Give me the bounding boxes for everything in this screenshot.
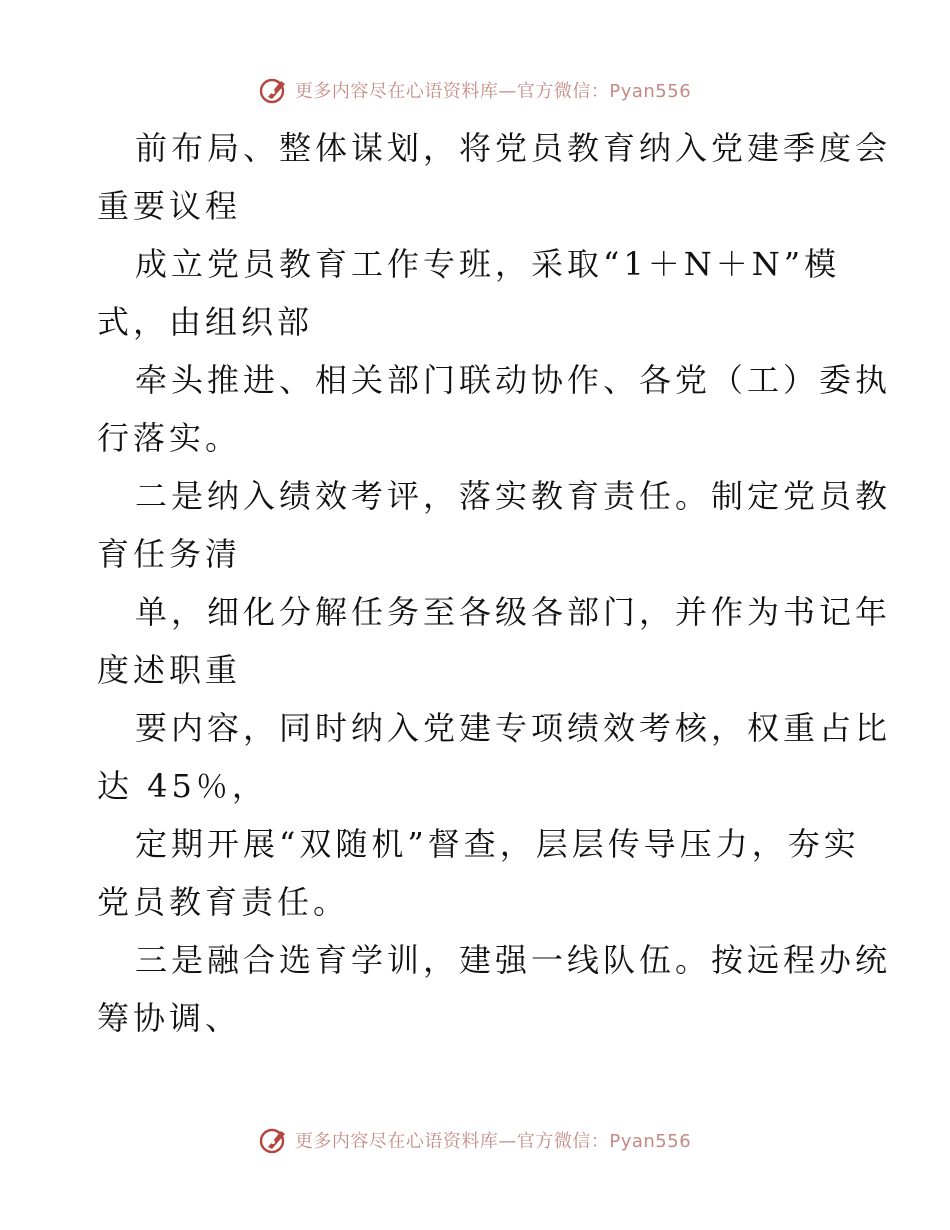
paragraph-line: 二是纳入绩效考评，落实教育责任。制定党员教 [135, 477, 892, 515]
paragraph-line: 牵头推进、相关部门联动协作、各党（工）委执 [135, 361, 892, 399]
document-body [97, 119, 892, 1047]
paragraph-line: 成立党员教育工作专班，采取“1＋N＋N”模 [135, 245, 841, 283]
paragraph-line: 育任务清 [97, 535, 242, 573]
pen-nib-circle-logo-icon [259, 1125, 289, 1155]
footer-banner-text: 更多内容尽在心语资料库—官方微信：Pyan556 [294, 1131, 692, 1152]
paragraph-line: 式，由组织部 [97, 303, 314, 341]
paragraph-line: 要内容，同时纳入党建专项绩效考核，权重占比 [135, 709, 892, 747]
paragraph-line: 前布局、整体谋划，将党员教育纳入党建季度会 [135, 129, 892, 167]
footer-banner [0, 1122, 950, 1158]
paragraph-line: 达 45％， [97, 767, 268, 805]
paragraph-line: 党员教育责任。 [97, 883, 350, 921]
paragraph-line: 单，细化分解任务至各级各部门，并作为书记年 [135, 593, 892, 631]
pen-nib-circle-logo-icon [259, 75, 289, 105]
paragraph-line: 筹协调、 [97, 999, 242, 1037]
paragraph-line: 度述职重 [97, 651, 242, 689]
paragraph-line: 定期开展“双随机”督查，层层传导压力，夯实 [135, 825, 860, 863]
paragraph-line: 三是融合选育学训，建强一线队伍。按远程办统 [135, 941, 892, 979]
paragraph-line: 行落实。 [97, 419, 242, 457]
paragraph-line: 重要议程 [97, 187, 242, 225]
header-banner-text: 更多内容尽在心语资料库—官方微信：Pyan556 [294, 81, 692, 102]
header-banner [0, 72, 950, 108]
